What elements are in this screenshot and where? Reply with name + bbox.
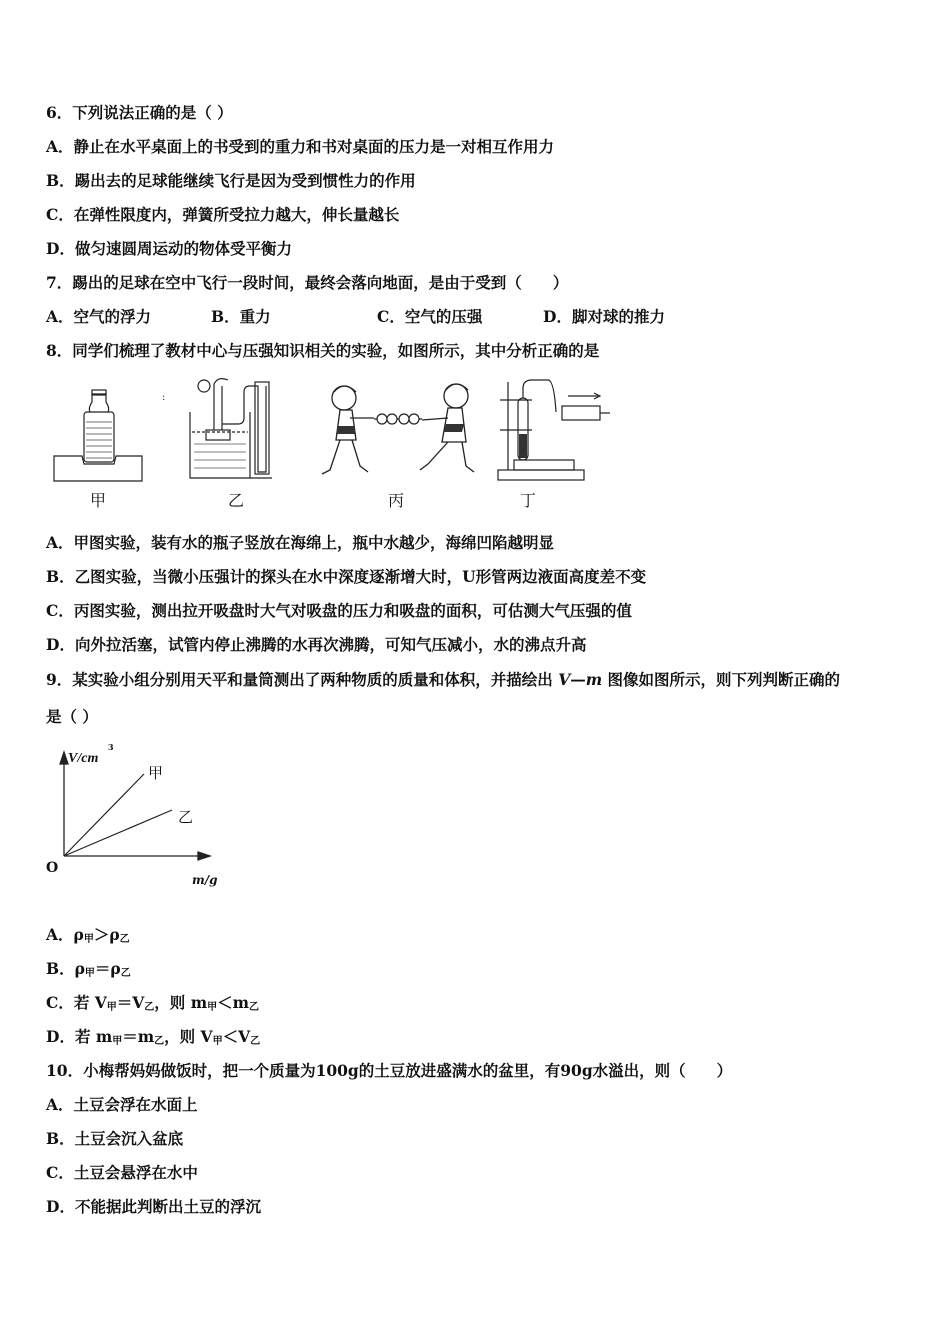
q10-option-c: C．土豆会悬浮在水中 — [46, 1163, 198, 1182]
q9-option-d — [46, 1027, 260, 1052]
q10-option-b: B．土豆会沉入盆底 — [46, 1129, 184, 1148]
q9-stem-post: 图像如图所示，则下列判断正确的 — [602, 670, 841, 689]
graph-y-axis-label: V/cm — [68, 751, 99, 766]
q9-b-pre: B．ρ — [46, 959, 85, 978]
graph-origin-label: O — [46, 860, 59, 876]
q9-c-mid: ＝V — [116, 993, 145, 1012]
q9-stem — [46, 670, 840, 690]
q7-option-a: A．空气的浮力 — [46, 307, 152, 326]
figure-bing-pulling-suction-cups — [316, 374, 486, 486]
figure-ding-boiling-test-tube — [492, 374, 616, 486]
q10-option-d: D．不能据此判断出土豆的浮沉 — [46, 1197, 261, 1216]
q9-option-a — [46, 925, 130, 950]
q9-v-m-graph — [40, 738, 230, 888]
q9-d-sub3: 甲 — [212, 1036, 223, 1047]
q9-c-sub2: 乙 — [144, 1002, 155, 1013]
q9-stem-variable: V—m — [558, 670, 603, 689]
figure-label-ding: 丁 — [520, 491, 537, 510]
q9-c-mid3: ＜m — [217, 993, 250, 1012]
q9-stem-pre: 9．某实验小组分别用天平和量筒测出了两种物质的质量和体积，并描绘出 — [46, 670, 559, 689]
q8-option-d: D．向外拉活塞，试管内停止沸腾的水再次沸腾，可知气压减小，水的沸点升高 — [46, 635, 587, 654]
q9-b-sub2: 乙 — [120, 968, 131, 979]
q9-d-mid3: ＜V — [222, 1027, 251, 1046]
q9-option-c — [46, 993, 259, 1018]
q8-stem: 8．同学们梳理了教材中心与压强知识相关的实验，如图所示，其中分析正确的是 — [46, 341, 600, 360]
q9-c-pre: C．若 V — [46, 993, 107, 1012]
q9-option-b — [46, 959, 131, 984]
figure-yi-pressure-gauge — [158, 374, 276, 486]
figure-label-yi: 乙 — [228, 491, 245, 510]
figure-jia-bottle-on-sponge — [50, 388, 146, 486]
figure-label-bing: 丙 — [388, 491, 405, 510]
q9-d-mid2: ，则 V — [164, 1027, 213, 1046]
q9-d-pre: D．若 m — [46, 1027, 113, 1046]
q6-stem: 6．下列说法正确的是（ ） — [46, 103, 233, 122]
q9-d-sub2: 乙 — [154, 1036, 165, 1047]
graph-line-yi — [64, 810, 172, 856]
q9-d-mid: ＝m — [122, 1027, 155, 1046]
q9-c-sub1: 甲 — [106, 1002, 117, 1013]
q9-d-sub4: 乙 — [250, 1036, 261, 1047]
q6-option-c: C．在弹性限度内，弹簧所受拉力越大，伸长量越长 — [46, 205, 400, 224]
q9-a-mid: ＞ρ — [93, 925, 120, 944]
q9-stem-line2: 是（ ） — [46, 707, 98, 726]
q9-b-mid: ＝ρ — [94, 959, 121, 978]
q6-option-d: D．做匀速圆周运动的物体受平衡力 — [46, 239, 292, 258]
q9-a-sub2: 乙 — [119, 934, 130, 945]
q9-c-mid2: ，则 m — [154, 993, 208, 1012]
q9-c-sub3: 甲 — [207, 1002, 218, 1013]
q7-option-d: D．脚对球的推力 — [543, 307, 665, 326]
q7-stem: 7．踢出的足球在空中飞行一段时间，最终会落向地面，是由于受到（ ） — [46, 273, 569, 292]
q7-option-b: B．重力 — [211, 307, 271, 326]
graph-y-axis-sup: 3 — [108, 742, 114, 752]
graph-line-jia — [64, 774, 144, 856]
q9-c-sub4: 乙 — [249, 1002, 260, 1013]
graph-label-jia: 甲 — [148, 764, 164, 782]
graph-label-yi: 乙 — [178, 808, 194, 826]
q10-option-a: A．土豆会浮在水面上 — [46, 1095, 198, 1114]
q10-stem: 10．小梅帮妈妈做饭时，把一个质量为100g的土豆放进盛满水的盆里，有90g水溢出，则（ ） — [46, 1061, 733, 1080]
q7-option-c: C．空气的压强 — [377, 307, 483, 326]
q8-option-b: B．乙图实验，当微小压强计的探头在水中深度逐渐增大时，U形管两边液面高度差不变 — [46, 567, 647, 586]
q8-option-a: A．甲图实验，装有水的瓶子竖放在海绵上，瓶中水越少，海绵凹陷越明显 — [46, 533, 555, 552]
q9-a-pre: A．ρ — [46, 925, 84, 944]
svg-text::: : — [162, 392, 166, 403]
q8-option-c: C．丙图实验，测出拉开吸盘时大气对吸盘的压力和吸盘的面积，可估测大气压强的值 — [46, 601, 632, 620]
q6-option-b: B．踢出去的足球能继续飞行是因为受到惯性力的作用 — [46, 171, 416, 190]
q9-b-sub1: 甲 — [84, 968, 95, 979]
graph-x-axis-label: m/g — [192, 873, 218, 887]
q6-option-a: A．静止在水平桌面上的书受到的重力和书对桌面的压力是一对相互作用力 — [46, 137, 555, 156]
figure-label-jia: 甲 — [90, 491, 107, 510]
q9-a-sub1: 甲 — [83, 934, 94, 945]
q9-d-sub1: 甲 — [112, 1036, 123, 1047]
